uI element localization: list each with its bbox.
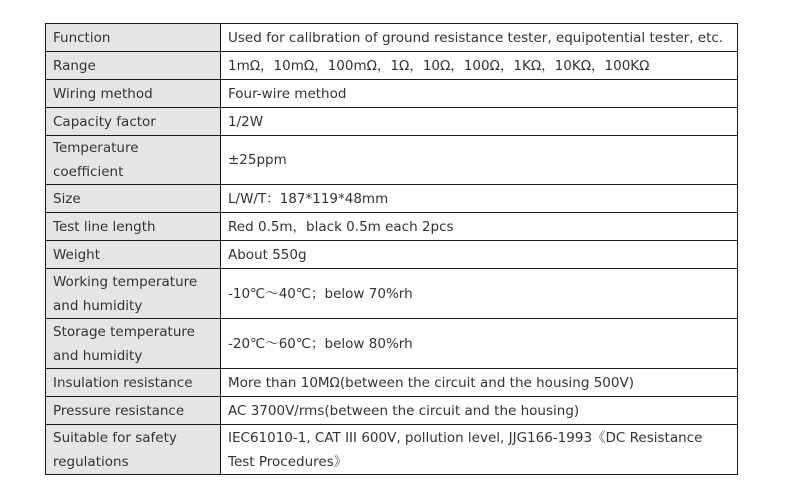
row-label: Wiring method [46,80,221,108]
row-value: About 550g [221,241,738,269]
row-label: Insulation resistance [46,369,221,397]
table-row [46,397,738,425]
spec-table [45,23,738,475]
table-row [46,52,738,80]
row-label: Size [46,185,221,213]
table-row [46,80,738,108]
table-row [46,241,738,269]
row-value: ±25ppm [221,136,738,185]
row-label: Range [46,52,221,80]
row-label: Suitable for safety regulations [46,425,221,475]
row-label: Storage temperature and humidity [46,319,221,369]
table-row [46,269,738,319]
row-value: Red 0.5m，black 0.5m each 2pcs [221,213,738,241]
row-label: Temperature coefficient [46,136,221,185]
row-label: Pressure resistance [46,397,221,425]
table-row [46,108,738,136]
row-label: Capacity factor [46,108,221,136]
row-label: Test line length [46,213,221,241]
row-value: Used for calibration of ground resistance tester, equipotential tester, etc. [221,24,738,52]
row-label: Weight [46,241,221,269]
row-value: 1mΩ，10mΩ，100mΩ，1Ω，10Ω，100Ω，1KΩ，10KΩ，100KΩ [221,52,738,80]
row-label: Function [46,24,221,52]
row-label: Working temperature and humidity [46,269,221,319]
row-value: -10℃～40℃；below 70%rh [221,269,738,319]
row-value: L/W/T：187*119*48mm [221,185,738,213]
row-value: More than 10MΩ(between the circuit and the housing 500V) [221,369,738,397]
row-value: AC 3700V/rms(between the circuit and the housing) [221,397,738,425]
table-row [46,136,738,185]
table-row [46,185,738,213]
table-row [46,425,738,475]
table-row [46,213,738,241]
table-row [46,369,738,397]
row-value: 1/2W [221,108,738,136]
table-row [46,24,738,52]
row-value: -20℃～60℃；below 80%rh [221,319,738,369]
row-value: IEC61010-1, CAT III 600V, pollution level, JJG166-1993《DC Resistance Test Procedures》 [221,425,738,475]
table-row [46,319,738,369]
row-value: Four-wire method [221,80,738,108]
